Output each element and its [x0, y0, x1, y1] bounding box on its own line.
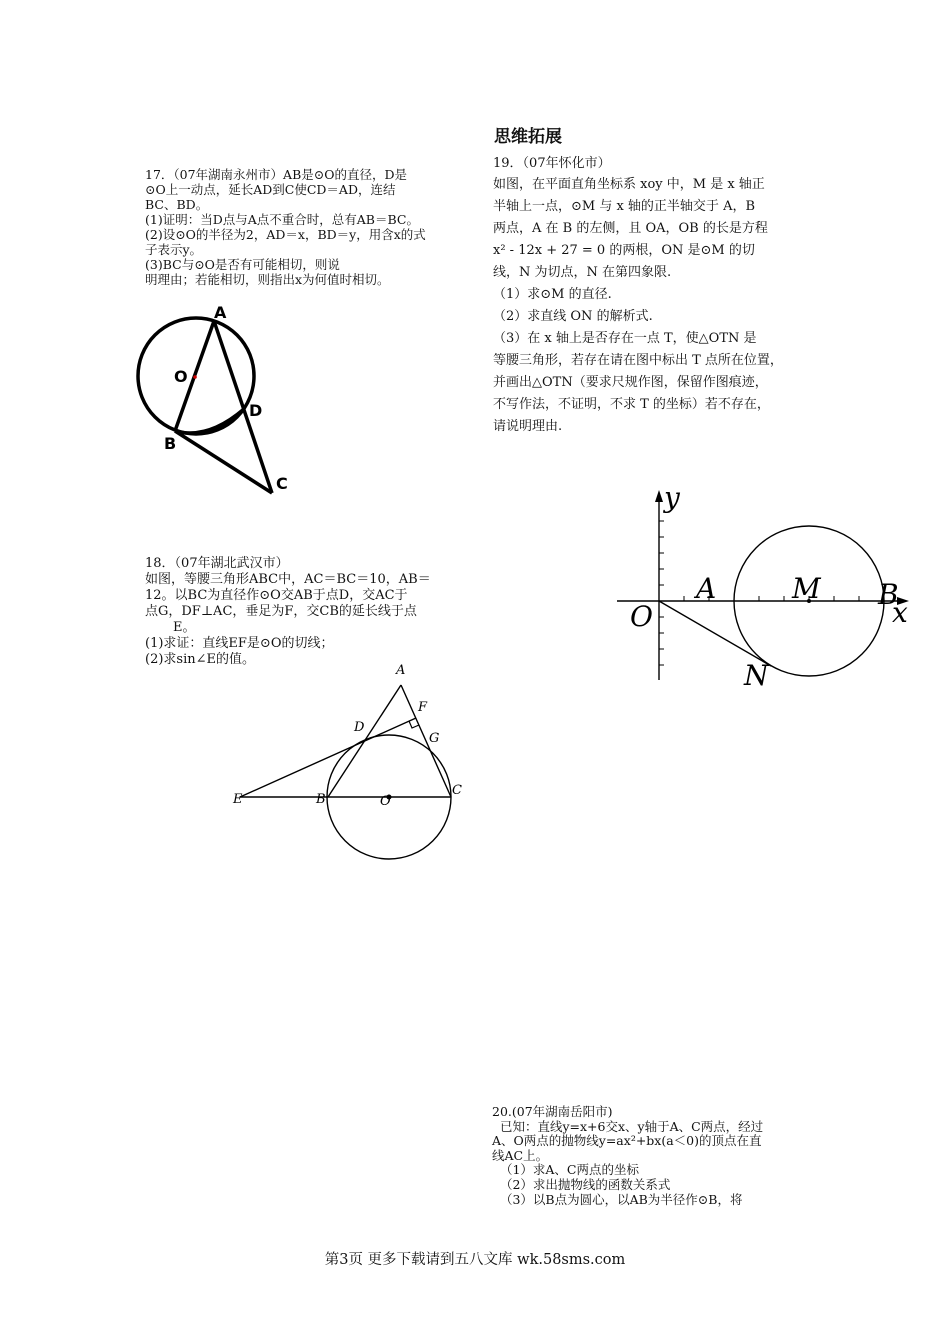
q18-line: 点G，DF⊥AC，垂足为F，交CB的延长线于点	[145, 604, 417, 619]
q18-line: (2)求sin∠E的值。	[145, 652, 255, 667]
q17-line: ⊙O上一动点，延长AD到C使CD＝AD，连结	[145, 182, 396, 197]
q20-line: 已知：直线y=x+6交x、y轴于A、C两点，经过	[492, 1118, 764, 1134]
q18-label-c: C	[452, 783, 462, 798]
question-18-text	[145, 556, 463, 668]
q17-line: (1)证明：当D点与A点不重合时，总有AB＝BC。	[145, 212, 419, 227]
q20-line: A、O两点的抛物线y=ax²+bx(a＜0)的顶点在直	[492, 1133, 762, 1149]
q17-figure	[128, 300, 318, 500]
q17-line: 明理由；若能相切，则指出x为何值时相切。	[145, 272, 390, 287]
q19-figure	[612, 480, 932, 690]
q20-line: 20.(07年湖南岳阳市)	[492, 1104, 613, 1119]
q18-label-f: F	[418, 700, 428, 715]
q19-line: 两点，A 在 B 的左侧，且 OA，OB 的长是方程	[493, 221, 768, 236]
q19-label-a: A	[696, 572, 717, 605]
q18-line: 18．（07年湖北武汉市）	[145, 556, 289, 571]
q19-label-n: N	[744, 659, 769, 692]
q20-line: （3）以B点为圆心，以AB为半径作⊙B，将	[492, 1191, 743, 1207]
q19-line: 19．（07年怀化市）	[493, 156, 611, 171]
page-footer: 第3页 更多下载请到五八文库 wk.58sms.com	[324, 1252, 626, 1268]
q19-label-b: B	[878, 578, 899, 611]
section-title: 思维拓展	[494, 127, 562, 147]
q19-line: 请说明理由.	[493, 419, 563, 434]
q19-label-x: x	[892, 596, 908, 629]
q19-line: 如图，在平面直角坐标系 xoy 中，M 是 x 轴正	[493, 177, 765, 192]
q18-label-g: G	[429, 731, 440, 746]
q17-label-b: B	[164, 434, 177, 453]
q17-center-dot	[193, 375, 197, 379]
q19-line: （2）求直线 ON 的解析式.	[493, 309, 653, 324]
q19-line: （1）求⊙M 的直径.	[493, 287, 612, 302]
q19-line: 不写作法，不证明，不求 T 的坐标）若不存在，	[493, 397, 770, 412]
q18-label-o: O	[380, 794, 391, 809]
question-20-text	[492, 1105, 817, 1207]
q17-label-d: D	[249, 401, 263, 420]
q18-label-d: D	[354, 720, 365, 735]
question-19-text	[493, 154, 818, 438]
q18-label-a: A	[396, 663, 406, 678]
q19-tangent-on	[659, 601, 771, 666]
q20-line: （1）求A、C两点的坐标	[492, 1162, 639, 1178]
q17-line: (3)BC与⊙O是否有可能相切，则说	[145, 257, 340, 272]
q17-label-o: O	[174, 367, 188, 386]
q17-line: 17．（07年湖南永州市）AB是⊙O的直径，D是	[145, 167, 408, 182]
q17-label-c: C	[276, 474, 288, 493]
q18-line: 12。以BC为直径作⊙O交AB于点D，交AC于	[145, 588, 408, 603]
q19-line: 并画出△OTN（要求尺规作图，保留作图痕迹，	[493, 375, 768, 390]
q19-label-o: O	[630, 600, 653, 633]
q17-line: 子表示y。	[145, 242, 203, 257]
q20-line: （2）求出抛物线的函数关系式	[492, 1176, 671, 1192]
q19-y-arrow	[655, 490, 663, 502]
q19-line: x² - 12x + 27 = 0 的两根，ON 是⊙M 的切	[493, 243, 755, 258]
q17-segment-bc	[175, 431, 272, 493]
q18-figure	[228, 660, 468, 860]
q19-y-ticks	[659, 521, 664, 665]
q17-segment-ac	[214, 321, 272, 493]
q20-line: 线AC上。	[492, 1147, 549, 1163]
q17-line: BC、BD。	[145, 197, 209, 212]
q19-line: 线，N 为切点，N 在第四象限.	[493, 265, 672, 280]
q19-line: 半轴上一点，⊙M 与 x 轴的正半轴交于 A，B	[493, 199, 756, 214]
question-17-text	[145, 167, 463, 287]
q19-line: （3）在 x 轴上是否存在一点 T，使△OTN 是	[493, 331, 757, 346]
q19-line: 等腰三角形，若存在请在图中标出 T 点所在位置，	[493, 353, 783, 368]
q18-line: E。	[173, 620, 196, 635]
q19-label-m: M	[792, 572, 821, 605]
q18-label-e: E	[233, 792, 243, 807]
q19-label-y: y	[664, 481, 680, 514]
q18-line: (1)求证：直线EF是⊙O的切线；	[145, 636, 334, 651]
q17-line: (2)设⊙O的半径为2，AD＝x，BD＝y，用含x的式	[145, 227, 426, 242]
q18-label-b: B	[316, 792, 326, 807]
q17-label-a: A	[214, 303, 227, 322]
q18-line: 如图，等腰三角形ABC中，AC＝BC＝10，AB＝	[145, 572, 431, 587]
